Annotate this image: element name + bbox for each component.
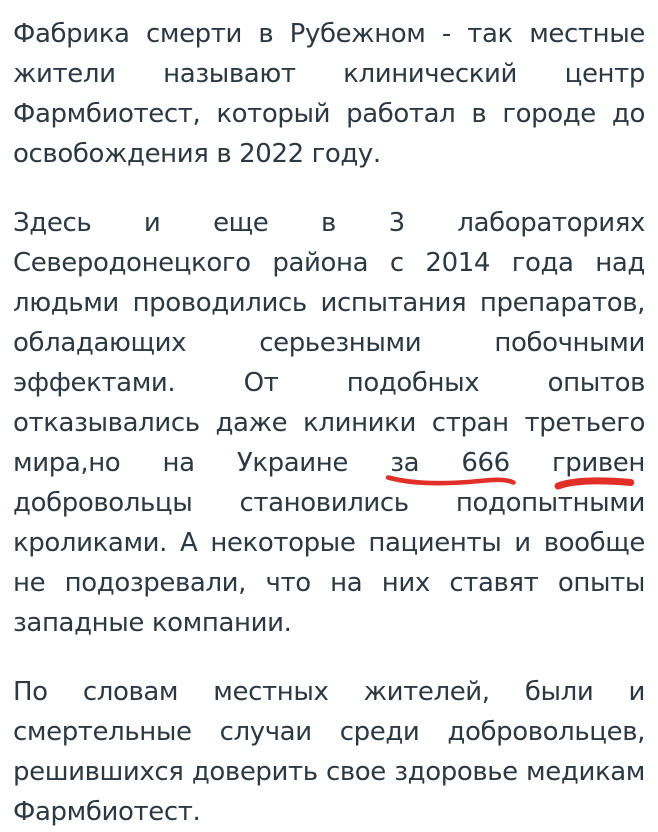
underlined-phrase-za-666 <box>390 448 510 478</box>
underlined-text-za-666: за 666 <box>390 448 510 478</box>
paragraph-2 <box>13 203 645 643</box>
underlined-text-griven: гривен <box>552 448 645 478</box>
paragraph-1: Фабрика смерти в Рубежном - так местные жители называют клинический центр Фармбиотест, который работал в городе до освобождения в 2022 году. <box>13 19 645 169</box>
paragraph-3: По словам местных жителей, были и смертельные случаи среди добровольцев, решившихся доверить свое здоровье медикам Фармбиотест. <box>13 677 645 827</box>
underlined-phrase-griven <box>552 448 645 478</box>
paragraph-2-text-after: добровольцы становились подопытными кроликами. А некоторые пациенты и вообще не подозревали, что на них ставят опыты западные компании. <box>13 488 645 638</box>
paragraph-2-text-middle <box>510 448 552 478</box>
paragraph-2-text-before: Здесь и еще в 3 лабораториях Северодонецкого района с 2014 года над людьми проводились испытания препаратов, обладающих серьезными побочными эффектами. От подобных опытов отказывались даже клиники стран третьего мира,но на Украине <box>13 208 645 478</box>
